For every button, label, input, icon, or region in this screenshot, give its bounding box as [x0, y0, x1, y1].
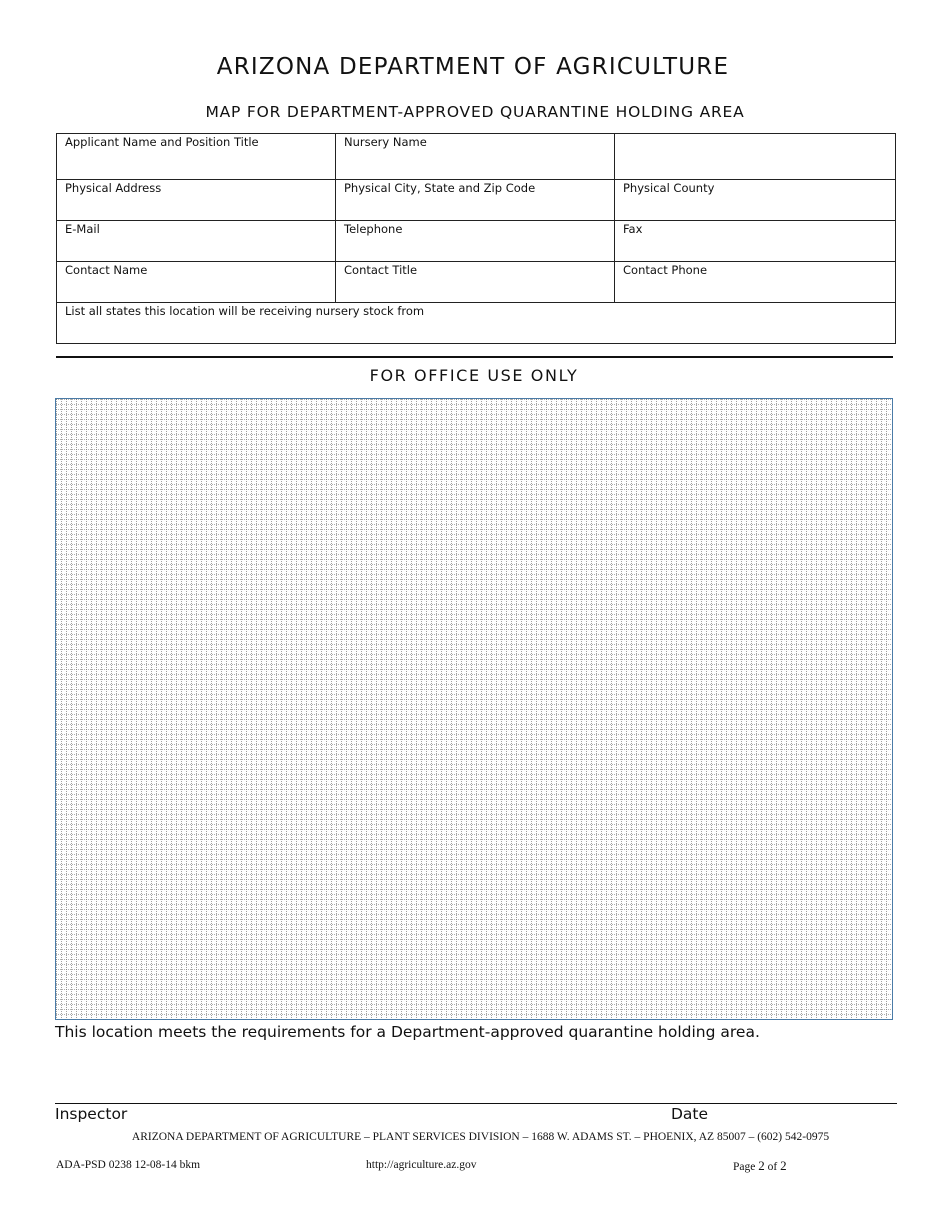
date-label: Date — [671, 1105, 709, 1123]
email-field[interactable] — [57, 221, 336, 262]
contact-title-field[interactable] — [336, 262, 615, 303]
applicant-name-field[interactable] — [57, 134, 336, 180]
applicant-info-table — [56, 133, 896, 344]
physical-address-label: Physical Address — [65, 181, 162, 195]
table-row — [57, 180, 896, 221]
page-total: 2 — [780, 1158, 787, 1173]
telephone-field[interactable] — [336, 221, 615, 262]
fax-label: Fax — [623, 222, 643, 236]
telephone-label: Telephone — [344, 222, 403, 236]
contact-phone-label: Contact Phone — [623, 263, 708, 277]
section-divider — [56, 356, 893, 358]
graph-paper-grid — [56, 399, 891, 1018]
inspector-label: Inspector — [55, 1105, 128, 1123]
email-label: E-Mail — [65, 222, 100, 236]
page-prefix: Page — [733, 1161, 756, 1173]
approval-statement: This location meets the requirements for a Department-approved quarantine holding area. — [55, 1023, 760, 1041]
page-indicator — [733, 1158, 787, 1174]
contact-title-label: Contact Title — [344, 263, 418, 277]
physical-county-field[interactable] — [615, 180, 896, 221]
physical-city-field[interactable] — [336, 180, 615, 221]
contact-name-field[interactable] — [57, 262, 336, 303]
contact-phone-field[interactable] — [615, 262, 896, 303]
states-field[interactable] — [57, 303, 896, 344]
table-row — [57, 262, 896, 303]
grid-lines — [56, 399, 891, 1018]
physical-county-label: Physical County — [623, 181, 715, 195]
website-link[interactable]: http://agriculture.az.gov — [366, 1159, 477, 1171]
contact-name-label: Contact Name — [65, 263, 148, 277]
physical-address-field[interactable] — [57, 180, 336, 221]
table-row — [57, 221, 896, 262]
office-use-heading: FOR OFFICE USE ONLY — [369, 366, 579, 385]
map-grid-area[interactable] — [55, 398, 893, 1020]
signature-line — [55, 1103, 897, 1104]
applicant-name-label: Applicant Name and Position Title — [65, 135, 259, 149]
physical-city-label: Physical City, State and Zip Code — [344, 181, 536, 195]
nursery-name-field[interactable] — [336, 134, 615, 180]
table-row — [57, 303, 896, 344]
footer-address: ARIZONA DEPARTMENT OF AGRICULTURE – PLANT SERVICES DIVISION – 1688 W. ADAMS ST. – PHOENIX, AZ 85007 – (602) 542-0975 — [131, 1131, 830, 1143]
table-row — [57, 134, 896, 180]
form-code: ADA-PSD 0238 12-08-14 bkm — [56, 1159, 201, 1171]
page-of: of — [767, 1161, 778, 1173]
states-label: List all states this location will be receiving nursery stock from — [65, 304, 425, 318]
nursery-name-label: Nursery Name — [344, 135, 427, 149]
document-title: ARIZONA DEPARTMENT OF AGRICULTURE — [216, 54, 730, 80]
fax-field[interactable] — [615, 221, 896, 262]
page-number: 2 — [758, 1158, 765, 1173]
blank-field[interactable] — [615, 134, 896, 180]
document-subtitle: MAP FOR DEPARTMENT-APPROVED QUARANTINE HOLDING AREA — [205, 103, 745, 121]
